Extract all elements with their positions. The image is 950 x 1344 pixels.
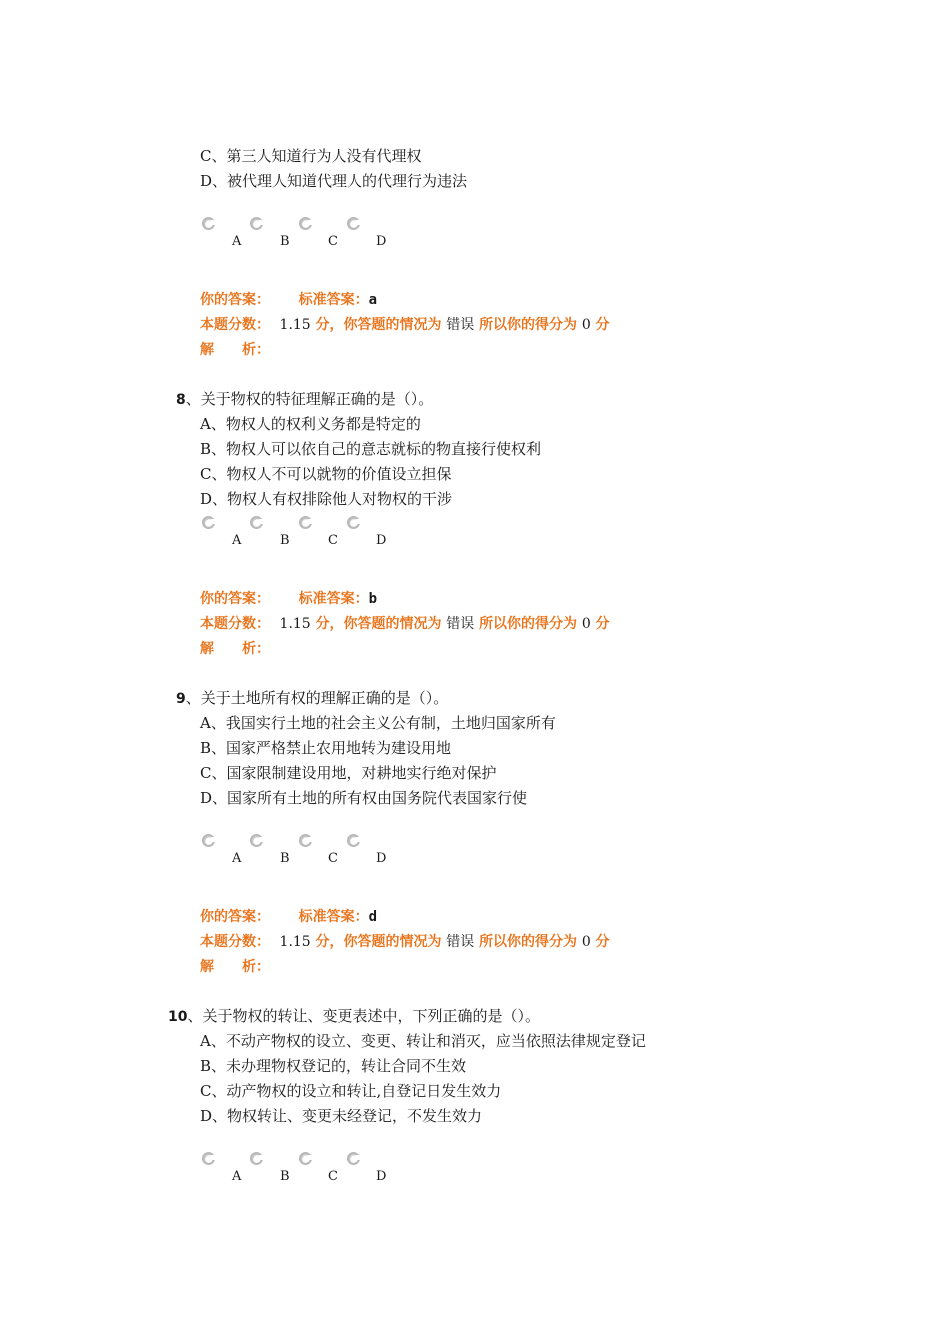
q8-option-a: A、物权人的权利义务都是特定的	[200, 415, 421, 433]
q10-stem-text: 、关于物权的转让、变更表述中，下列正确的是（）。	[187, 1007, 540, 1025]
q9-radio-b[interactable]	[250, 834, 263, 847]
result-text: 所以你的得分为	[479, 934, 578, 950]
q8-radio-d[interactable]	[347, 516, 360, 529]
your-answer-label: 你的答案：	[200, 909, 270, 925]
q8-standard-answer-value: b	[368, 591, 378, 607]
q7-letter-c: C	[328, 234, 338, 249]
q10-letter-d: D	[376, 1169, 387, 1184]
score-label: 本题分数：	[200, 934, 270, 950]
q7-answer-line	[200, 289, 377, 310]
q8-stem-text: 、关于物权的特征理解正确的是（）。	[185, 390, 434, 408]
q8-letter-a: A	[232, 533, 242, 548]
q8-radio-c[interactable]	[299, 516, 312, 529]
q10-option-a: A、不动产物权的设立、变更、转让和消灭，应当依照法律规定登记	[200, 1032, 646, 1050]
score-unit: 分，你答题的情况为	[315, 317, 442, 333]
q7-letter-b: B	[280, 234, 290, 249]
q8-letter-b: B	[280, 533, 290, 548]
q9-answer-line	[200, 906, 377, 927]
q8-stem	[176, 389, 433, 410]
q8-letter-d: D	[376, 533, 387, 548]
standard-answer-label: 标准答案：	[298, 591, 369, 607]
q9-option-b: B、国家严格禁止农用地转为建设用地	[200, 739, 452, 757]
q10-stem	[168, 1006, 540, 1027]
q9-stem	[176, 688, 448, 709]
q10-option-b: B、未办理物权登记的，转让合同不生效	[200, 1057, 467, 1075]
score-label: 本题分数：	[200, 616, 270, 632]
q8-score-line	[200, 613, 610, 634]
q8-option-b: B、物权人可以依自己的意志就标的物直接行使权利	[200, 440, 542, 458]
q10-radio-d[interactable]	[347, 1152, 360, 1165]
q10-radio-c[interactable]	[299, 1152, 312, 1165]
q8-answer-line	[200, 588, 377, 609]
q9-score-line	[200, 931, 610, 952]
q10-letter-b: B	[280, 1169, 290, 1184]
q8-radio-a[interactable]	[202, 516, 215, 529]
q9-radio-d[interactable]	[347, 834, 360, 847]
score-value: 1.15	[279, 934, 311, 950]
earned-unit: 分	[595, 934, 610, 950]
earned-value: 0	[581, 616, 591, 632]
q7-radio-b[interactable]	[250, 217, 263, 230]
q10-letter-c: C	[328, 1169, 338, 1184]
q9-option-c: C、国家限制建设用地，对耕地实行绝对保护	[200, 764, 497, 782]
standard-answer-label: 标准答案：	[298, 909, 369, 925]
q9-number: 9	[176, 691, 186, 707]
your-answer-label: 你的答案：	[200, 591, 270, 607]
q10-letter-a: A	[232, 1169, 242, 1184]
score-unit: 分，你答题的情况为	[315, 934, 442, 950]
q9-option-a: A、我国实行土地的社会主义公有制，土地归国家所有	[200, 714, 556, 732]
q7-score-line	[200, 314, 610, 335]
q7-radio-a[interactable]	[202, 217, 215, 230]
score-label: 本题分数：	[200, 317, 270, 333]
q8-number: 8	[176, 392, 186, 408]
q10-option-d: D、物权转让、变更未经登记，不发生效力	[200, 1107, 483, 1125]
q7-letter-d: D	[376, 234, 387, 249]
q8-radio-b[interactable]	[250, 516, 263, 529]
analysis-label: 解 析：	[200, 641, 270, 657]
q7-option-c: C、第三人知道行为人没有代理权	[200, 147, 422, 165]
q10-number: 10	[168, 1009, 188, 1025]
earned-value: 0	[581, 317, 591, 333]
q9-letter-d: D	[376, 851, 387, 866]
earned-unit: 分	[595, 317, 610, 333]
q9-letter-c: C	[328, 851, 338, 866]
score-unit: 分，你答题的情况为	[315, 616, 442, 632]
earned-unit: 分	[595, 616, 610, 632]
score-value: 1.15	[279, 317, 311, 333]
q10-radio-a[interactable]	[202, 1152, 215, 1165]
q7-letter-a: A	[232, 234, 242, 249]
analysis-label: 解 析：	[200, 959, 270, 975]
q10-radio-b[interactable]	[250, 1152, 263, 1165]
q9-stem-text: 、关于土地所有权的理解正确的是（）。	[185, 689, 449, 707]
status-text: 错误	[446, 616, 475, 632]
score-value: 1.15	[279, 616, 311, 632]
analysis-label: 解 析：	[200, 342, 270, 358]
q9-radio-a[interactable]	[202, 834, 215, 847]
q8-option-c: C、物权人不可以就物的价值设立担保	[200, 465, 452, 483]
q7-standard-answer-value: a	[368, 292, 378, 308]
q9-radio-c[interactable]	[299, 834, 312, 847]
your-answer-label: 你的答案：	[200, 292, 270, 308]
q7-radio-c[interactable]	[299, 217, 312, 230]
q9-letter-b: B	[280, 851, 290, 866]
q9-letter-a: A	[232, 851, 242, 866]
q8-letter-c: C	[328, 533, 338, 548]
q7-analysis-line	[200, 339, 270, 360]
q8-option-d: D、物权人有权排除他人对物权的干涉	[200, 490, 453, 508]
q9-option-d: D、国家所有土地的所有权由国务院代表国家行使	[200, 789, 528, 807]
standard-answer-label: 标准答案：	[298, 292, 369, 308]
q9-analysis-line	[200, 956, 270, 977]
q8-analysis-line	[200, 638, 270, 659]
q7-option-d: D、被代理人知道代理人的代理行为违法	[200, 172, 468, 190]
status-text: 错误	[446, 934, 475, 950]
result-text: 所以你的得分为	[479, 616, 578, 632]
q7-radio-d[interactable]	[347, 217, 360, 230]
earned-value: 0	[581, 934, 591, 950]
status-text: 错误	[446, 317, 475, 333]
q10-option-c: C、动产物权的设立和转让,自登记日发生效力	[200, 1082, 502, 1100]
result-text: 所以你的得分为	[479, 317, 578, 333]
q9-standard-answer-value: d	[368, 909, 378, 925]
